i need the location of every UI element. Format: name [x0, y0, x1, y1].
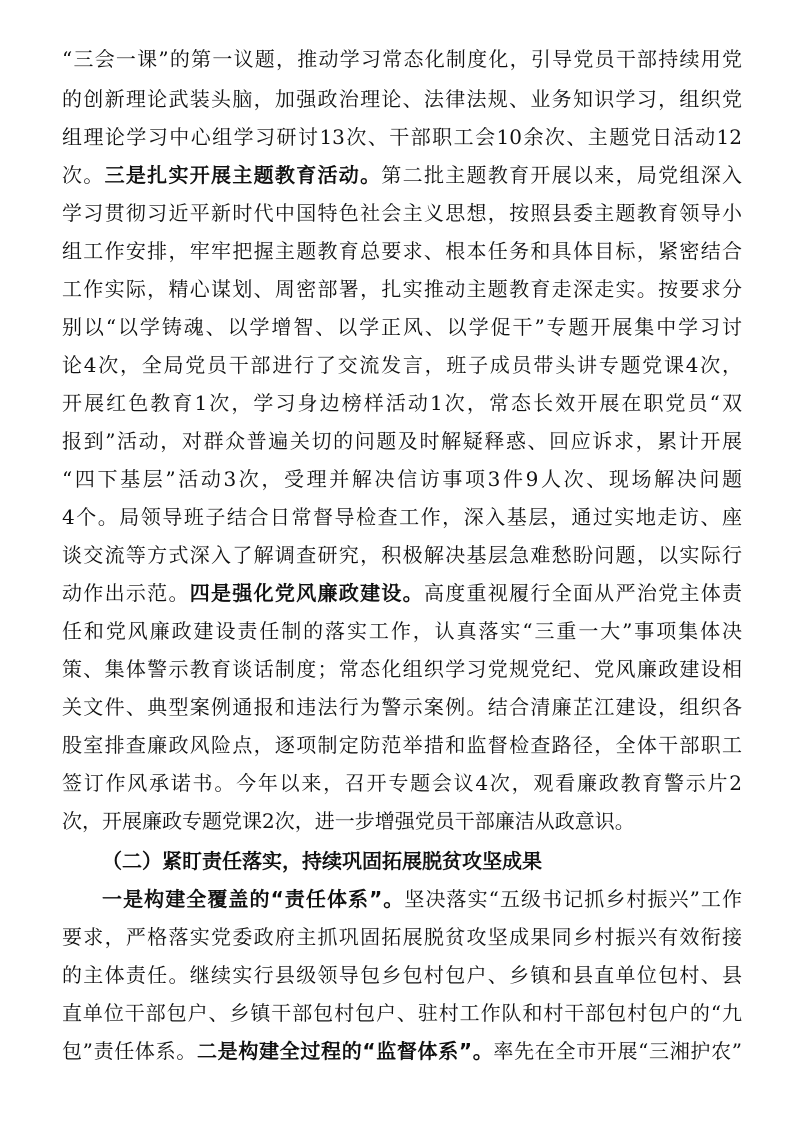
text-line: 关文件、典型案例通报和违法行为警示案例。结合清廉芷江建设，组织各: [62, 695, 742, 719]
text-line: 要求，严格落实党委政府主抓巩固拓展脱贫攻坚成果同乡村振兴有效衔接: [62, 925, 742, 949]
text-line: 工作实际，精心谋划、周密部署，扎实推动主题教育走深走实。按要求分: [62, 277, 742, 301]
bold-lead-phrase: 四是强化党风廉政建设。: [189, 581, 424, 605]
text-line: 签订作风承诺书。今年以来，召开专题会议4次，观看廉政教育警示片2: [62, 771, 742, 795]
text-run: 第二批主题教育开展以来，局党组深入: [381, 163, 742, 187]
text-line: 学习贯彻习近平新时代中国特色社会主义思想，按照县委主题教育领导小: [62, 201, 742, 225]
text-line: [102, 882, 742, 916]
section-heading: （二）紧盯责任落实，持续巩固拓展脱贫攻坚成果: [102, 849, 542, 873]
text-line: 的创新理论武装头脑，加强政治理论、法律法规、业务知识学习，组织党: [62, 87, 742, 111]
text-line: [62, 158, 742, 192]
text-line: 组工作安排，牢牢把握主题教育总要求、根本任务和具体目标，紧密结合: [62, 239, 742, 263]
bold-lead-phrase: 二是构建全过程的“监督体系”。: [196, 1039, 494, 1063]
text-line: 直单位干部包户、乡镇干部包村包户、驻村工作队和村干部包村包户的“九: [62, 1001, 742, 1025]
text-line: “四下基层”活动3次，受理并解决信访事项3件9人次、现场解决问题: [62, 467, 742, 491]
text-line: 任和党风廉政建设责任制的落实工作，认真落实“三重一大”事项集体决: [62, 619, 742, 643]
text-line: 策、集体警示教育谈话制度；常态化组织学习党规党纪、党风廉政建设相: [62, 657, 742, 681]
text-line: [62, 576, 742, 610]
text-line: 论4次，全局党员干部进行了交流发言，班子成员带头讲专题党课4次，: [62, 353, 742, 377]
text-run: 率先在全市开展“三湘护农”: [493, 1039, 742, 1063]
text-line: 组理论学习中心组学习研讨13次、干部职工会10余次、主题党日活动12: [62, 125, 742, 149]
text-line: 开展红色教育1次，学习身边榜样活动1次，常态长效开展在职党员“双: [62, 391, 742, 415]
bold-lead-phrase: 三是扎实开展主题教育活动。: [104, 163, 382, 187]
text-run: 坚决落实“五级书记抓乡村振兴”工作: [404, 887, 742, 911]
text-line: 的主体责任。继续实行县级领导包乡包村包户、乡镇和县直单位包村、县: [62, 963, 742, 987]
text-line: 谈交流等方式深入了解调查研究，积极解决基层急难愁盼问题，以实际行: [62, 543, 742, 567]
text-line: 报到”活动，对群众普遍关切的问题及时解疑释惑、回应诉求，累计开展: [62, 429, 742, 453]
bold-lead-phrase: 一是构建全覆盖的“责任体系”。: [102, 887, 405, 911]
text-run: 高度重视履行全面从严治党主体责: [423, 581, 742, 605]
text-run: 动作出示范。: [62, 581, 190, 605]
text-run: 包”责任体系。: [62, 1039, 197, 1063]
text-line: [62, 1034, 742, 1068]
text-line: “三会一课”的第一议题，推动学习常态化制度化，引导党员干部持续用党: [62, 47, 742, 71]
text-line: 股室排查廉政风险点，逐项制定防范举措和监督检查路径，全体干部职工: [62, 733, 742, 757]
text-run: 次。: [62, 163, 105, 187]
text-line: 次，开展廉政专题党课2次，进一步增强党员干部廉洁从政意识。: [62, 809, 635, 833]
text-line: 4个。局领导班子结合日常督导检查工作，深入基层，通过实地走访、座: [62, 505, 742, 529]
text-line: 别以“以学铸魂、以学增智、以学正风、以学促干”专题开展集中学习讨: [62, 315, 742, 339]
